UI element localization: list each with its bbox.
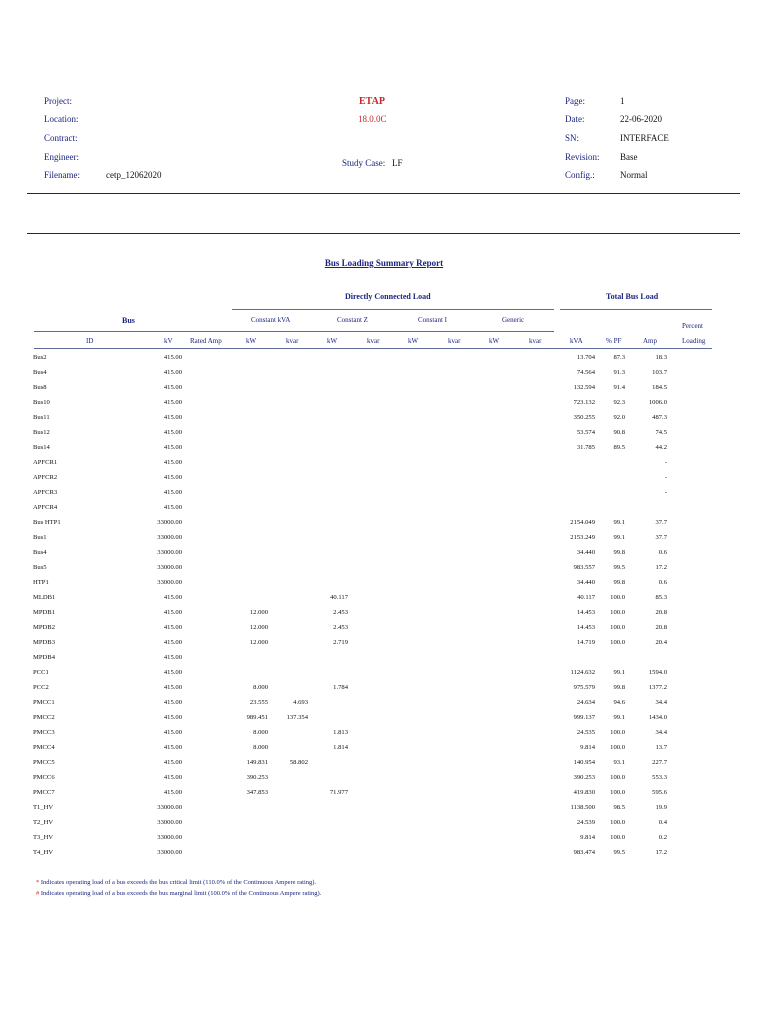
- total-amp: 0.6: [658, 579, 667, 586]
- table-row: [0, 414, 768, 429]
- sn-value: INTERFACE: [620, 133, 669, 143]
- total-amp: 1377.2: [648, 684, 667, 691]
- total-amp: -: [664, 474, 667, 481]
- total-pf: 100.0: [610, 789, 625, 796]
- total-amp: 19.9: [655, 804, 667, 811]
- bus-kv: 415.00: [163, 669, 182, 676]
- bus-id: APFCR2: [33, 474, 58, 481]
- ckva-kw: 23.555: [249, 699, 268, 706]
- table-row: [0, 369, 768, 384]
- bus-kv: 415.00: [163, 744, 182, 751]
- bus-kv: 33000.00: [157, 549, 182, 556]
- table-row: [0, 714, 768, 729]
- total-amp: 37.7: [655, 519, 667, 526]
- table-row: [0, 429, 768, 444]
- bus-kv: 415.00: [163, 759, 182, 766]
- page-value: 1: [620, 96, 625, 106]
- bus-kv: 415.00: [163, 474, 182, 481]
- col-ckva-kw: kW: [246, 337, 257, 345]
- total-amp: 20.4: [655, 639, 667, 646]
- config-value: Normal: [620, 170, 648, 180]
- table-row: [0, 354, 768, 369]
- bus-kv: 415.00: [163, 624, 182, 631]
- cz-kw: 71.977: [329, 789, 348, 796]
- bus-id: APFCR3: [33, 489, 58, 496]
- total-amp: -: [664, 489, 667, 496]
- bus-kv: 33000.00: [157, 519, 182, 526]
- col-rated-amp: Rated Amp: [190, 337, 222, 345]
- total-kva: 999.137: [573, 714, 595, 721]
- bus-kv: 415.00: [163, 384, 182, 391]
- col-ci-kvar: kvar: [448, 337, 461, 345]
- bus-kv: 415.00: [163, 489, 182, 496]
- table-row: [0, 444, 768, 459]
- total-kva: 24.539: [576, 819, 595, 826]
- header-divider-bottom: [27, 233, 740, 234]
- table-row: [0, 849, 768, 864]
- table-row: [0, 504, 768, 519]
- location-label: Location:: [44, 114, 79, 124]
- bus-id: APFCR4: [33, 504, 58, 511]
- total-amp: 184.5: [652, 384, 667, 391]
- app-version: 18.0.0C: [358, 114, 387, 124]
- total-kva: 14.719: [576, 639, 595, 646]
- total-kva: 34.440: [576, 579, 595, 586]
- header-divider-top: [27, 193, 740, 194]
- table-row: [0, 819, 768, 834]
- total-pf: 99.5: [613, 564, 625, 571]
- bus-kv: 415.00: [163, 504, 182, 511]
- app-name: ETAP: [359, 96, 385, 107]
- total-kva: 140.954: [573, 759, 595, 766]
- table-row: [0, 519, 768, 534]
- bus-id: APFCR1: [33, 459, 58, 466]
- table-row: [0, 489, 768, 504]
- bus-id: Bus10: [33, 399, 50, 406]
- bus-id: MPDB4: [33, 654, 55, 661]
- bus-id: T1_HV: [33, 804, 54, 811]
- total-amp: 17.2: [655, 564, 667, 571]
- engineer-label: Engineer:: [44, 152, 79, 162]
- ckva-kvar: 58.802: [289, 759, 308, 766]
- bus-id: Bus12: [33, 429, 50, 436]
- total-kva: 24.535: [576, 729, 595, 736]
- total-amp: 74.5: [655, 429, 667, 436]
- ckva-kw: 390.253: [246, 774, 268, 781]
- revision-value: Base: [620, 152, 638, 162]
- bus-kv: 415.00: [163, 684, 182, 691]
- total-amp: 37.7: [655, 534, 667, 541]
- direct-group-underline: [232, 309, 554, 310]
- bus-id: PMCC2: [33, 714, 55, 721]
- ckva-kw: 149.831: [246, 759, 268, 766]
- total-amp: 13.7: [655, 744, 667, 751]
- ckva-kw: 8.000: [253, 744, 268, 751]
- bus-id: T4_HV: [33, 849, 54, 856]
- total-kva: 983.474: [573, 849, 595, 856]
- report-title: Bus Loading Summary Report: [324, 258, 444, 268]
- marginal-note: [36, 890, 321, 897]
- bus-id: Bus2: [33, 354, 47, 361]
- total-amp: 227.7: [652, 759, 667, 766]
- total-pf: 99.8: [613, 579, 625, 586]
- table-row: [0, 564, 768, 579]
- total-amp: 0.2: [658, 834, 667, 841]
- total-amp: 595.6: [652, 789, 667, 796]
- bus-kv: 415.00: [163, 444, 182, 451]
- cz-kw: 2.453: [333, 624, 348, 631]
- bus-kv: 33000.00: [157, 564, 182, 571]
- bus-id: Bus8: [33, 384, 47, 391]
- total-kva: 350.255: [573, 414, 595, 421]
- total-amp: 20.8: [655, 609, 667, 616]
- bus-id: PMCC3: [33, 729, 55, 736]
- col-gen-kw: kW: [489, 337, 500, 345]
- bus-kv: 415.00: [163, 594, 182, 601]
- total-pf: 100.0: [610, 624, 625, 631]
- sub-constant-i: Constant I: [418, 316, 447, 324]
- bus-kv: 415.00: [163, 354, 182, 361]
- col-ckva-kvar: kvar: [286, 337, 299, 345]
- bus-kv: 33000.00: [157, 534, 182, 541]
- total-amp: 553.3: [652, 774, 667, 781]
- total-kva: 40.117: [577, 594, 595, 601]
- total-kva: 14.453: [576, 609, 595, 616]
- bus-id: MPDB3: [33, 639, 55, 646]
- table-row: [0, 804, 768, 819]
- table-row: [0, 834, 768, 849]
- total-kva: 1124.632: [570, 669, 595, 676]
- columns-underline: [34, 331, 554, 332]
- sub-generic: Generic: [502, 316, 525, 324]
- ckva-kvar: 4.693: [293, 699, 308, 706]
- bus-kv: 415.00: [163, 699, 182, 706]
- study-case-label: Study Case:: [342, 158, 386, 168]
- total-pf: 90.8: [613, 429, 625, 436]
- total-pf: 98.5: [613, 804, 625, 811]
- total-pf: 100.0: [610, 609, 625, 616]
- total-pf: 87.3: [613, 354, 625, 361]
- total-kva: 2154.049: [570, 519, 595, 526]
- group-total-header: Total Bus Load: [606, 292, 659, 301]
- total-kva: 74.564: [576, 369, 595, 376]
- header-bottom-rule: [34, 348, 712, 349]
- total-pf: 100.0: [610, 744, 625, 751]
- contract-label: Contract:: [44, 133, 78, 143]
- total-amp: 17.2: [655, 849, 667, 856]
- table-row: [0, 594, 768, 609]
- total-pf: 99.1: [613, 714, 625, 721]
- revision-label: Revision:: [565, 152, 600, 162]
- total-pf: 91.3: [613, 369, 625, 376]
- bus-id: MLDB1: [33, 594, 56, 601]
- col-cz-kvar: kvar: [367, 337, 380, 345]
- col-amp: Amp: [643, 337, 657, 345]
- total-kva: 31.785: [576, 444, 595, 451]
- bus-id: MPDB1: [33, 609, 55, 616]
- ckva-kw: 8.000: [253, 729, 268, 736]
- bus-id: Bus4: [33, 369, 47, 376]
- col-kv: kV: [164, 337, 173, 345]
- total-pf: 100.0: [610, 774, 625, 781]
- config-label: Config.:: [565, 170, 595, 180]
- total-group-underline: [560, 309, 712, 310]
- table-row: [0, 399, 768, 414]
- total-amp: -: [664, 459, 667, 466]
- total-kva: 34.440: [576, 549, 595, 556]
- total-kva: 2153.249: [570, 534, 595, 541]
- col-id: ID: [86, 337, 94, 345]
- bus-id: T3_HV: [33, 834, 54, 841]
- bus-id: PMCC6: [33, 774, 55, 781]
- bus-kv: 415.00: [163, 654, 182, 661]
- cz-kw: 40.117: [330, 594, 348, 601]
- total-pf: 92.3: [613, 399, 625, 406]
- table-row: [0, 579, 768, 594]
- total-amp: 1006.0: [648, 399, 667, 406]
- bus-id: PMCC4: [33, 744, 55, 751]
- total-kva: 132.594: [573, 384, 595, 391]
- col-ci-kw: kW: [408, 337, 419, 345]
- total-amp: 1594.0: [648, 669, 667, 676]
- bus-id: HTP1: [33, 579, 49, 586]
- table-row: [0, 609, 768, 624]
- ckva-kw: 8.000: [253, 684, 268, 691]
- bus-kv: 415.00: [163, 429, 182, 436]
- total-kva: 53.574: [576, 429, 595, 436]
- total-pf: 99.8: [613, 684, 625, 691]
- total-pf: 92.0: [613, 414, 625, 421]
- bus-id: Bus4: [33, 549, 47, 556]
- total-kva: 390.253: [573, 774, 595, 781]
- bus-id: PMCC7: [33, 789, 55, 796]
- bus-kv: 415.00: [163, 399, 182, 406]
- total-pf: 93.1: [613, 759, 625, 766]
- total-pf: 100.0: [610, 819, 625, 826]
- col-cz-kw: kW: [327, 337, 338, 345]
- total-amp: 44.2: [655, 444, 667, 451]
- ckva-kw: 12.000: [249, 609, 268, 616]
- col-pf: % PF: [606, 337, 622, 345]
- total-kva: 723.132: [573, 399, 595, 406]
- group-bus-header: Bus: [122, 316, 135, 325]
- table-row: [0, 744, 768, 759]
- bus-id: Bus5: [33, 564, 47, 571]
- group-direct-header: Directly Connected Load: [345, 292, 431, 301]
- total-pf: 99.1: [613, 519, 625, 526]
- cz-kw: 1.814: [333, 744, 348, 751]
- cz-kw: 2.719: [333, 639, 348, 646]
- col-kva: kVA: [570, 337, 583, 345]
- sn-label: SN:: [565, 133, 580, 143]
- total-amp: 18.3: [655, 354, 667, 361]
- critical-note: [36, 879, 316, 886]
- ckva-kw: 12.000: [249, 624, 268, 631]
- total-pf: 94.6: [613, 699, 625, 706]
- total-amp: 0.6: [658, 549, 667, 556]
- total-amp: 0.4: [658, 819, 667, 826]
- bus-id: MPDB2: [33, 624, 55, 631]
- total-kva: 1138.500: [570, 804, 595, 811]
- total-pf: 100.0: [610, 594, 625, 601]
- total-pf: 99.5: [613, 849, 625, 856]
- col-gen-kvar: kvar: [529, 337, 542, 345]
- total-pf: 99.1: [613, 669, 625, 676]
- bus-kv: 33000.00: [157, 819, 182, 826]
- bus-id: Bus14: [33, 444, 50, 451]
- critical-mark: *: [36, 879, 40, 886]
- bus-kv: 33000.00: [157, 849, 182, 856]
- col-percent: Percent: [682, 322, 703, 330]
- total-pf: 100.0: [610, 729, 625, 736]
- table-row: [0, 774, 768, 789]
- marginal-mark: #: [36, 890, 40, 897]
- cz-kw: 2.453: [333, 609, 348, 616]
- total-kva: 9.814: [580, 834, 595, 841]
- col-loading: Loading: [682, 337, 706, 345]
- total-pf: 100.0: [610, 834, 625, 841]
- total-pf: 89.5: [613, 444, 625, 451]
- total-pf: 99.8: [613, 549, 625, 556]
- bus-kv: 415.00: [163, 639, 182, 646]
- bus-id: PCC1: [33, 669, 49, 676]
- bus-kv: 415.00: [163, 729, 182, 736]
- date-label: Date:: [565, 114, 585, 124]
- bus-id: PMCC1: [33, 699, 55, 706]
- total-kva: 9.814: [580, 744, 595, 751]
- total-amp: 20.8: [655, 624, 667, 631]
- critical-note-text: Indicates operating load of a bus exceeds the bus critical limit (110.0% of the Continuous Ampere rating).: [40, 879, 317, 886]
- table-row: [0, 684, 768, 699]
- total-kva: 983.557: [573, 564, 595, 571]
- table-row: [0, 534, 768, 549]
- table-row: [0, 639, 768, 654]
- total-kva: 24.634: [576, 699, 595, 706]
- total-amp: 1434.0: [648, 714, 667, 721]
- total-amp: 103.7: [652, 369, 667, 376]
- marginal-note-text: Indicates operating load of a bus exceeds the bus marginal limit (100.0% of the Continuous Ampere rating).: [40, 890, 322, 897]
- bus-kv: 33000.00: [157, 579, 182, 586]
- bus-kv: 415.00: [163, 774, 182, 781]
- bus-kv: 415.00: [163, 609, 182, 616]
- bus-id: Bus11: [33, 414, 50, 421]
- date-value: 22-06-2020: [620, 114, 662, 124]
- bus-kv: 415.00: [163, 714, 182, 721]
- ckva-kw: 12.000: [249, 639, 268, 646]
- bus-kv: 415.00: [163, 414, 182, 421]
- bus-id: T2_HV: [33, 819, 54, 826]
- table-row: [0, 789, 768, 804]
- bus-kv: 415.00: [163, 789, 182, 796]
- project-label: Project:: [44, 96, 72, 106]
- total-kva: 419.830: [573, 789, 595, 796]
- table-row: [0, 729, 768, 744]
- cz-kw: 1.784: [333, 684, 348, 691]
- table-row: [0, 759, 768, 774]
- total-pf: 99.1: [613, 534, 625, 541]
- table-row: [0, 669, 768, 684]
- ckva-kw: 347.853: [246, 789, 268, 796]
- table-row: [0, 459, 768, 474]
- bus-kv: 33000.00: [157, 804, 182, 811]
- bus-kv: 415.00: [163, 459, 182, 466]
- table-row: [0, 384, 768, 399]
- bus-id: PMCC5: [33, 759, 55, 766]
- sub-constant-kva: Constant kVA: [251, 316, 291, 324]
- total-amp: 85.3: [655, 594, 667, 601]
- table-row: [0, 474, 768, 489]
- cz-kw: 1.813: [333, 729, 348, 736]
- ckva-kvar: 137.354: [286, 714, 308, 721]
- total-amp: 34.4: [655, 729, 667, 736]
- bus-id: Bus1: [33, 534, 47, 541]
- total-amp: 487.3: [652, 414, 667, 421]
- total-amp: 34.4: [655, 699, 667, 706]
- filename-value: cetp_12062020: [106, 170, 162, 180]
- total-kva: 13.704: [576, 354, 595, 361]
- bus-id: Bus HTP1: [33, 519, 61, 526]
- table-row: [0, 699, 768, 714]
- total-kva: 975.579: [573, 684, 595, 691]
- table-row: [0, 654, 768, 669]
- table-row: [0, 624, 768, 639]
- filename-label: Filename:: [44, 170, 80, 180]
- sub-constant-z: Constant Z: [337, 316, 368, 324]
- bus-id: PCC2: [33, 684, 49, 691]
- table-row: [0, 549, 768, 564]
- total-kva: 14.453: [576, 624, 595, 631]
- total-pf: 91.4: [613, 384, 625, 391]
- bus-kv: 415.00: [163, 369, 182, 376]
- ckva-kw: 989.451: [246, 714, 268, 721]
- page-label: Page:: [565, 96, 585, 106]
- total-pf: 100.0: [610, 639, 625, 646]
- bus-kv: 33000.00: [157, 834, 182, 841]
- study-case-value: LF: [392, 158, 403, 168]
